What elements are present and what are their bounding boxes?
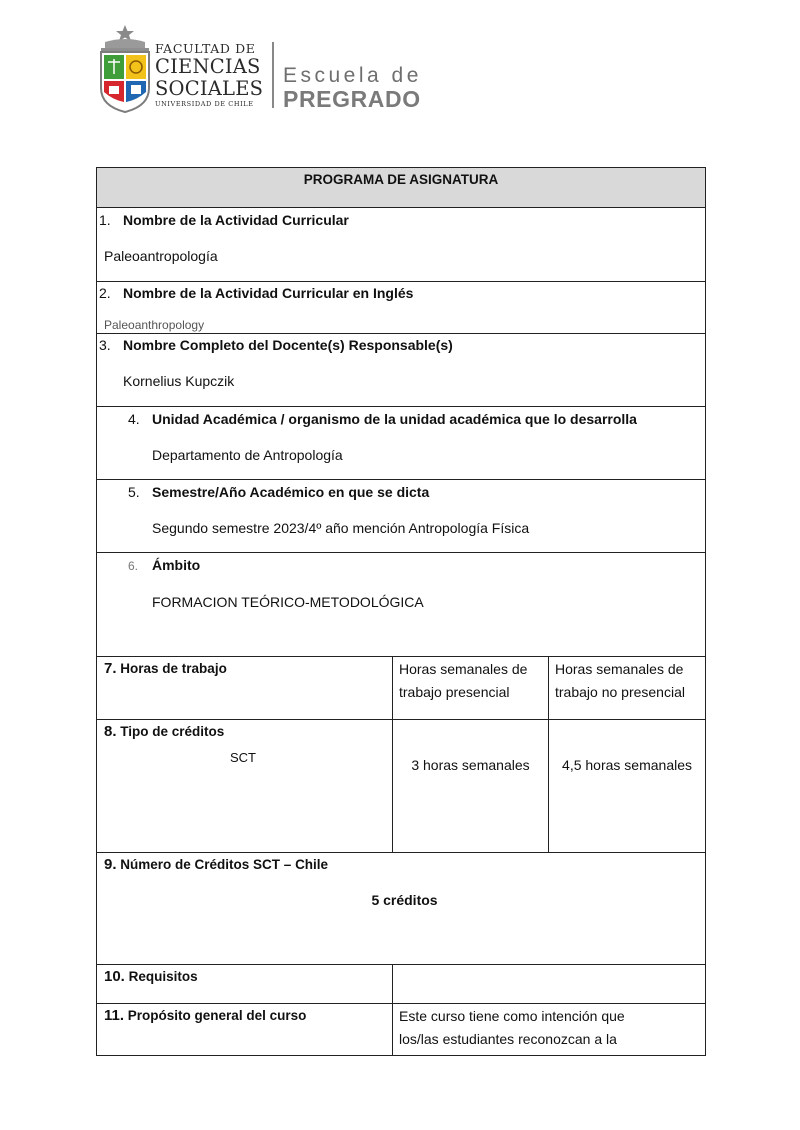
section-3-number: 3. [99,337,111,353]
section-3-label: Nombre Completo del Docente(s) Responsable(s) [123,337,453,353]
section-2-label: Nombre de la Actividad Curricular en Inglés [123,285,414,301]
credits-number-row [97,853,706,965]
section-5 [97,480,706,553]
section-1 [97,208,706,282]
requisitos-label: Requisitos [128,969,198,984]
section-2-row [97,282,706,334]
proposito-heading [104,1008,306,1023]
section-5-value: Segundo semestre 2023/4º año mención Antropología Física [152,520,530,536]
proposito-row [97,1004,706,1056]
section-4-value: Departamento de Antropología [152,447,343,463]
requisitos-heading [104,969,198,984]
hours-number: 7. [104,660,117,677]
requisitos-cell [97,965,393,1004]
section-3-value: Kornelius Kupczik [123,373,235,389]
hours-row [97,657,706,720]
school-line-2: PREGRADO [283,86,421,112]
section-1-number: 1. [99,212,111,228]
section-4-label: Unidad Académica / organismo de la unidad académica que lo desarrolla [152,411,637,427]
document-title: PROGRAMA DE ASIGNATURA [97,168,706,208]
section-5-label: Semestre/Año Académico en que se dicta [152,484,430,500]
table-title-row [97,168,706,208]
section-4-row [97,407,706,480]
credits-number-number: 9. [104,856,117,873]
section-6-number: 6. [128,559,139,573]
section-3-row [97,334,706,407]
faculty-line-3: SOCIALES [155,77,264,100]
university-crest-icon [97,22,153,114]
hours-no-presencial-header: Horas semanales de trabajo no presencial [549,657,706,720]
proposito-number: 11. [104,1007,125,1024]
proposito-label: Propósito general del curso [127,1008,307,1023]
credits-type-value: SCT [230,750,256,765]
hours-label: Horas de trabajo [120,661,227,676]
credits-number-heading [104,857,328,872]
faculty-line-1: FACULTAD DE [155,41,256,56]
section-5-row [97,480,706,553]
faculty-name [155,42,267,108]
university-name: UNIVERSIDAD DE CHILE [155,100,254,108]
section-6 [97,553,706,657]
requisitos-number: 10. [104,968,125,985]
section-4-number: 4. [128,411,140,427]
section-1-row [97,208,706,282]
credits-type-cell [97,720,393,853]
credits-type-label: Tipo de créditos [120,724,225,739]
section-2 [97,282,706,334]
credits-no-presencial-value: 4,5 horas semanales [549,720,706,853]
program-table [96,167,706,1056]
credits-number-cell [97,853,706,965]
requisitos-row [97,965,706,1004]
credits-number-label: Número de Créditos SCT – Chile [120,857,329,872]
section-6-label: Ámbito [152,557,201,573]
credits-presencial-value: 3 horas semanales [393,720,549,853]
header-divider [272,42,274,108]
section-3 [97,334,706,407]
faculty-line-2: CIENCIAS [155,55,261,78]
requisitos-value [393,965,706,1004]
section-6-row [97,553,706,657]
proposito-cell [97,1004,393,1056]
section-5-number: 5. [128,484,140,500]
section-1-label: Nombre de la Actividad Curricular [123,212,349,228]
hours-presencial-header: Horas semanales de trabajo presencial [393,657,549,720]
section-2-value: Paleoanthropology [104,318,205,332]
section-1-value: Paleoantropología [104,248,218,264]
hours-heading [104,661,227,676]
credits-number-value: 5 créditos [371,892,438,908]
document-header [97,22,437,114]
section-6-value: FORMACION TEÓRICO-METODOLÓGICA [152,594,424,610]
school-line-1: Escuela de [283,64,422,87]
section-4 [97,407,706,480]
proposito-value: Este curso tiene como intención que los/las estudiantes reconozcan a la [393,1004,706,1056]
credits-type-row [97,720,706,853]
hours-label-cell [97,657,393,720]
section-2-number: 2. [99,285,111,301]
credits-type-heading [104,724,224,739]
credits-type-number: 8. [104,723,117,740]
